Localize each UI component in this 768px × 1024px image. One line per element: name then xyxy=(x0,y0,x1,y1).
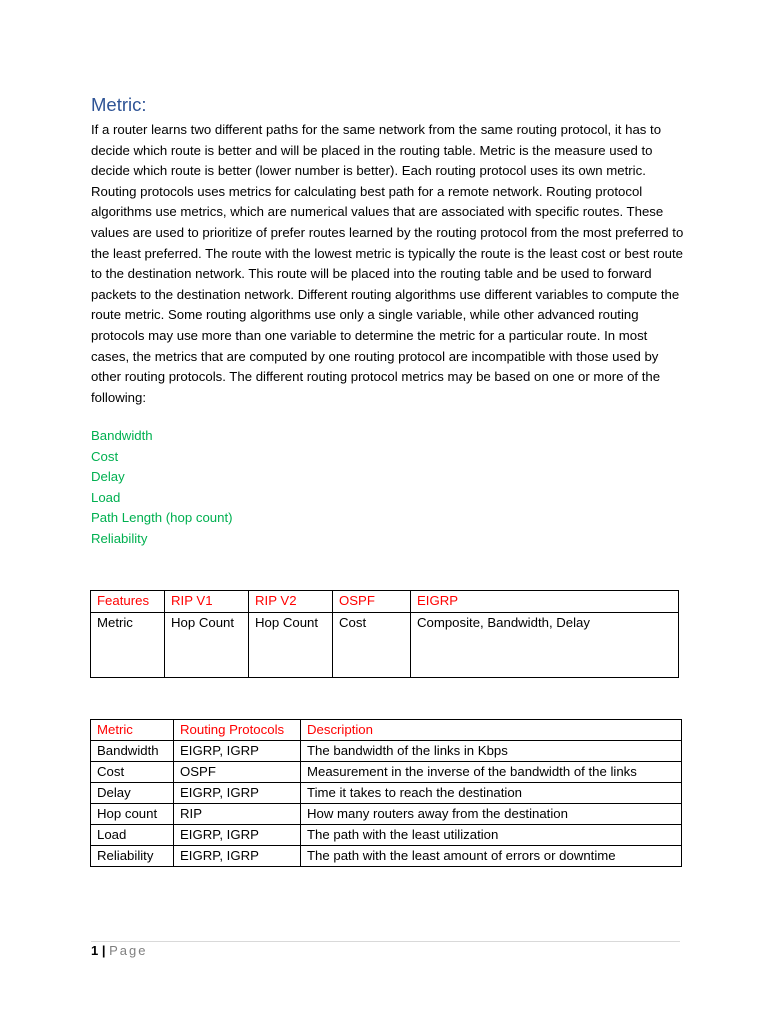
features-table xyxy=(90,590,679,678)
metrics-list xyxy=(91,426,233,550)
table-cell: How many routers away from the destination xyxy=(301,804,682,825)
table-cell: Delay xyxy=(91,783,174,804)
table-cell: OSPF xyxy=(174,762,301,783)
table-header-cell: EIGRP xyxy=(411,591,679,613)
table-cell: Bandwidth xyxy=(91,741,174,762)
table-row xyxy=(91,783,682,804)
table-cell: The path with the least utilization xyxy=(301,825,682,846)
list-item: Reliability xyxy=(91,530,148,546)
body-paragraph: If a router learns two different paths for the same network from the same routing protocol, it has to decide which route is better and will be placed in the routing table. Metric is the measure used to decide which route is better (lower number is better). Each routing protocol uses its own metric. Routing protocols uses metrics for calculating best path for a remote network. Routing protocol algorithms use metrics, which are numerical values that are associated with specific routes. These values are used to prioritize of prefer routes learned by the routing protocol from the most preferred to the least preferred. The route with the lowest metric is typically the route is the least cost or best route to the destination network. This route will be placed into the routing table and be used to forward packets to the destination network. Different routing algorithms use different variables to compute the route metric. Some routing algorithms use only a single variable, while other advanced routing protocols may use more than one variable to determine the metric for a particular route. In most cases, the metrics that are computed by one routing protocol are incompatible with those used by other routing protocols. The different routing protocol metrics may be based on one or more of the following: xyxy=(91,122,684,405)
table-cell: Cost xyxy=(333,613,411,678)
footer-divider xyxy=(91,941,680,942)
table-row xyxy=(91,613,679,678)
list-item: Delay xyxy=(91,469,125,485)
table-cell: Hop count xyxy=(91,804,174,825)
table-cell: Reliability xyxy=(91,846,174,867)
table-cell: The path with the least amount of errors or downtime xyxy=(301,846,682,867)
table-header-cell: RIP V1 xyxy=(165,591,249,613)
metrics-table xyxy=(90,719,682,867)
page-label: Page xyxy=(109,943,148,958)
table-header-cell: Routing Protocols xyxy=(174,720,301,741)
table-cell: RIP xyxy=(174,804,301,825)
page-number: 1 xyxy=(91,943,99,958)
list-item: Bandwidth xyxy=(91,428,153,443)
table-header-row xyxy=(91,720,682,741)
table-cell: Composite, Bandwidth, Delay xyxy=(411,613,679,678)
table-row xyxy=(91,741,682,762)
list-item: Cost xyxy=(91,448,119,464)
list-item: Load xyxy=(91,489,121,505)
table-row xyxy=(91,825,682,846)
table-header-row xyxy=(91,591,679,613)
table-cell: Metric xyxy=(91,613,165,678)
table-cell: EIGRP, IGRP xyxy=(174,783,301,804)
table-cell: The bandwidth of the links in Kbps xyxy=(301,741,682,762)
table-cell: Hop Count xyxy=(249,613,333,678)
table-header-cell: Metric xyxy=(91,720,174,741)
table-row xyxy=(91,762,682,783)
table-cell: EIGRP, IGRP xyxy=(174,741,301,762)
table-cell: EIGRP, IGRP xyxy=(174,846,301,867)
table-header-cell: Features xyxy=(91,591,165,613)
table-cell: Measurement in the inverse of the bandwidth of the links xyxy=(301,762,682,783)
table-header-cell: RIP V2 xyxy=(249,591,333,613)
list-item: Path Length (hop count) xyxy=(91,510,233,526)
table-header-cell: OSPF xyxy=(333,591,411,613)
table-cell: Time it takes to reach the destination xyxy=(301,783,682,804)
table-row xyxy=(91,846,682,867)
table-cell: Cost xyxy=(91,762,174,783)
table-cell: Hop Count xyxy=(165,613,249,678)
table-row xyxy=(91,804,682,825)
section-heading: Metric: xyxy=(91,94,147,115)
footer-separator: | xyxy=(101,943,106,958)
table-header-cell: Description xyxy=(301,720,682,741)
table-cell: Load xyxy=(91,825,174,846)
page-footer xyxy=(91,943,148,959)
table-cell: EIGRP, IGRP xyxy=(174,825,301,846)
